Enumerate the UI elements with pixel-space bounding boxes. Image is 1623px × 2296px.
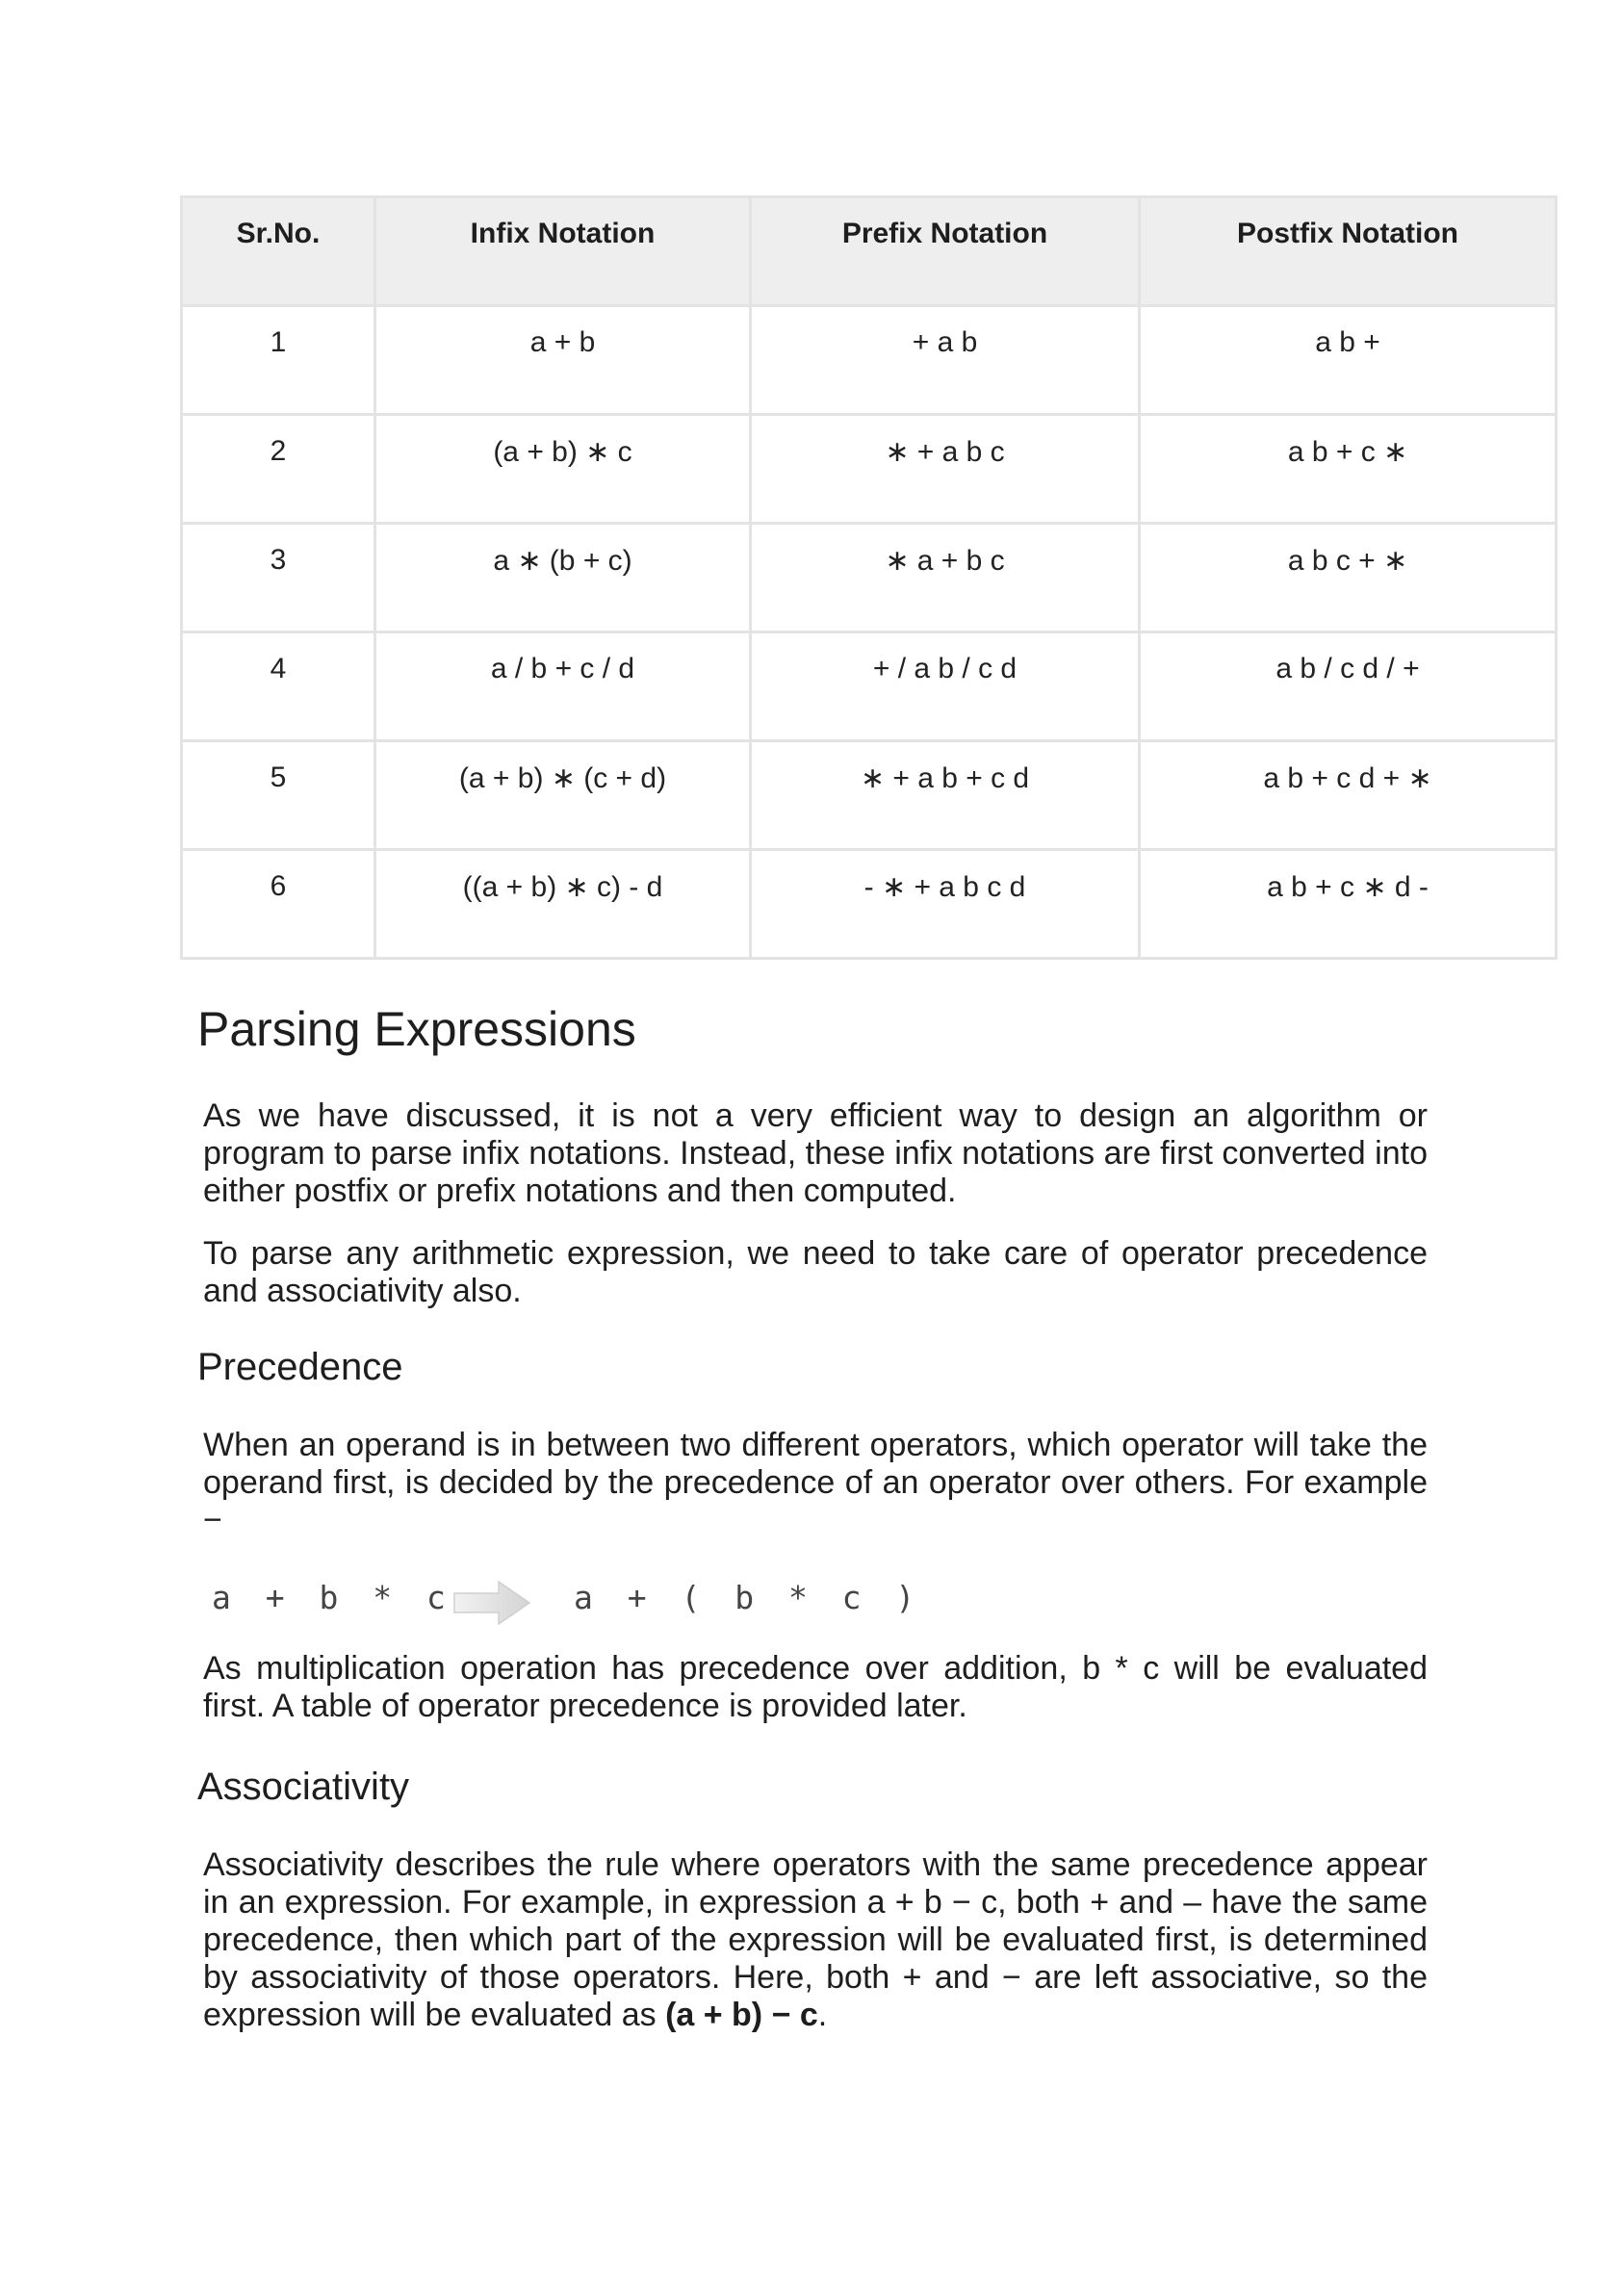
parsing-paragraph-1: As we have discussed, it is not a very efficient way to design an algorithm or program to parse infix notations. Instead, these infix notations are first converted into either postfix or prefix notations and then computed. — [203, 1097, 1428, 1209]
expression-before: a + b * c — [212, 1579, 453, 1616]
expression-after: a + ( b * c ) — [574, 1579, 923, 1616]
cell-prefix: ∗ a + b c — [751, 524, 1140, 632]
cell-infix: ((a + b) ∗ c) - d — [375, 850, 751, 959]
table-row — [182, 632, 1557, 741]
table-row — [182, 306, 1557, 415]
table-row — [182, 415, 1557, 524]
cell-srno: 6 — [182, 850, 375, 959]
cell-srno: 5 — [182, 741, 375, 850]
header-prefix: Prefix Notation — [751, 197, 1140, 306]
cell-srno: 2 — [182, 415, 375, 524]
cell-srno: 1 — [182, 306, 375, 415]
right-arrow-icon — [452, 1579, 531, 1627]
cell-prefix: + / a b / c d — [751, 632, 1140, 741]
table-row — [182, 741, 1557, 850]
cell-infix: a / b + c / d — [375, 632, 751, 741]
cell-infix: a + b — [375, 306, 751, 415]
cell-postfix: a b + — [1140, 306, 1557, 415]
associativity-text: Associativity describes the rule where operators with the same precedence appear in an expression. For example, in expression a + b − c, both + and – have the same precedence, then which part of the expression will be evaluated first, is determined by associativity of those operators. Here, both + and − are left associative, so the expression will be evaluated as — [203, 1846, 1428, 2033]
cell-infix: (a + b) ∗ c — [375, 415, 751, 524]
cell-postfix: a b + c ∗ — [1140, 415, 1557, 524]
parsing-paragraph-2: To parse any arithmetic expression, we need to take care of operator precedence and associativity also. — [203, 1235, 1428, 1309]
table-row — [182, 524, 1557, 632]
cell-prefix: ∗ + a b + c d — [751, 741, 1140, 850]
associativity-result: (a + b) − c — [665, 1997, 818, 2033]
precedence-paragraph-2: As multiplication operation has precedence over addition, b * c will be evaluated first. A table of operator precedence is provided later. — [203, 1650, 1428, 1724]
cell-prefix: - ∗ + a b c d — [751, 850, 1140, 959]
precedence-example — [212, 1579, 923, 1627]
cell-srno: 3 — [182, 524, 375, 632]
precedence-heading: Precedence — [197, 1346, 403, 1388]
parsing-expressions-heading: Parsing Expressions — [197, 1002, 636, 1056]
cell-postfix: a b c + ∗ — [1140, 524, 1557, 632]
header-postfix: Postfix Notation — [1140, 197, 1557, 306]
cell-prefix: + a b — [751, 306, 1140, 415]
cell-postfix: a b / c d / + — [1140, 632, 1557, 741]
associativity-end: . — [817, 1997, 828, 2033]
cell-postfix: a b + c d + ∗ — [1140, 741, 1557, 850]
cell-srno: 4 — [182, 632, 375, 741]
header-infix: Infix Notation — [375, 197, 751, 306]
associativity-heading: Associativity — [197, 1766, 410, 1808]
notation-table — [180, 195, 1558, 960]
cell-infix: a ∗ (b + c) — [375, 524, 751, 632]
table-row — [182, 850, 1557, 959]
cell-postfix: a b + c ∗ d - — [1140, 850, 1557, 959]
cell-infix: (a + b) ∗ (c + d) — [375, 741, 751, 850]
precedence-paragraph-1: When an operand is in between two different operators, which operator will take the operand first, is decided by the precedence of an operator over others. For example − — [203, 1427, 1428, 1538]
associativity-paragraph — [203, 1846, 1428, 2034]
table-header-row — [182, 197, 1557, 306]
cell-prefix: ∗ + a b c — [751, 415, 1140, 524]
header-srno: Sr.No. — [182, 197, 375, 306]
